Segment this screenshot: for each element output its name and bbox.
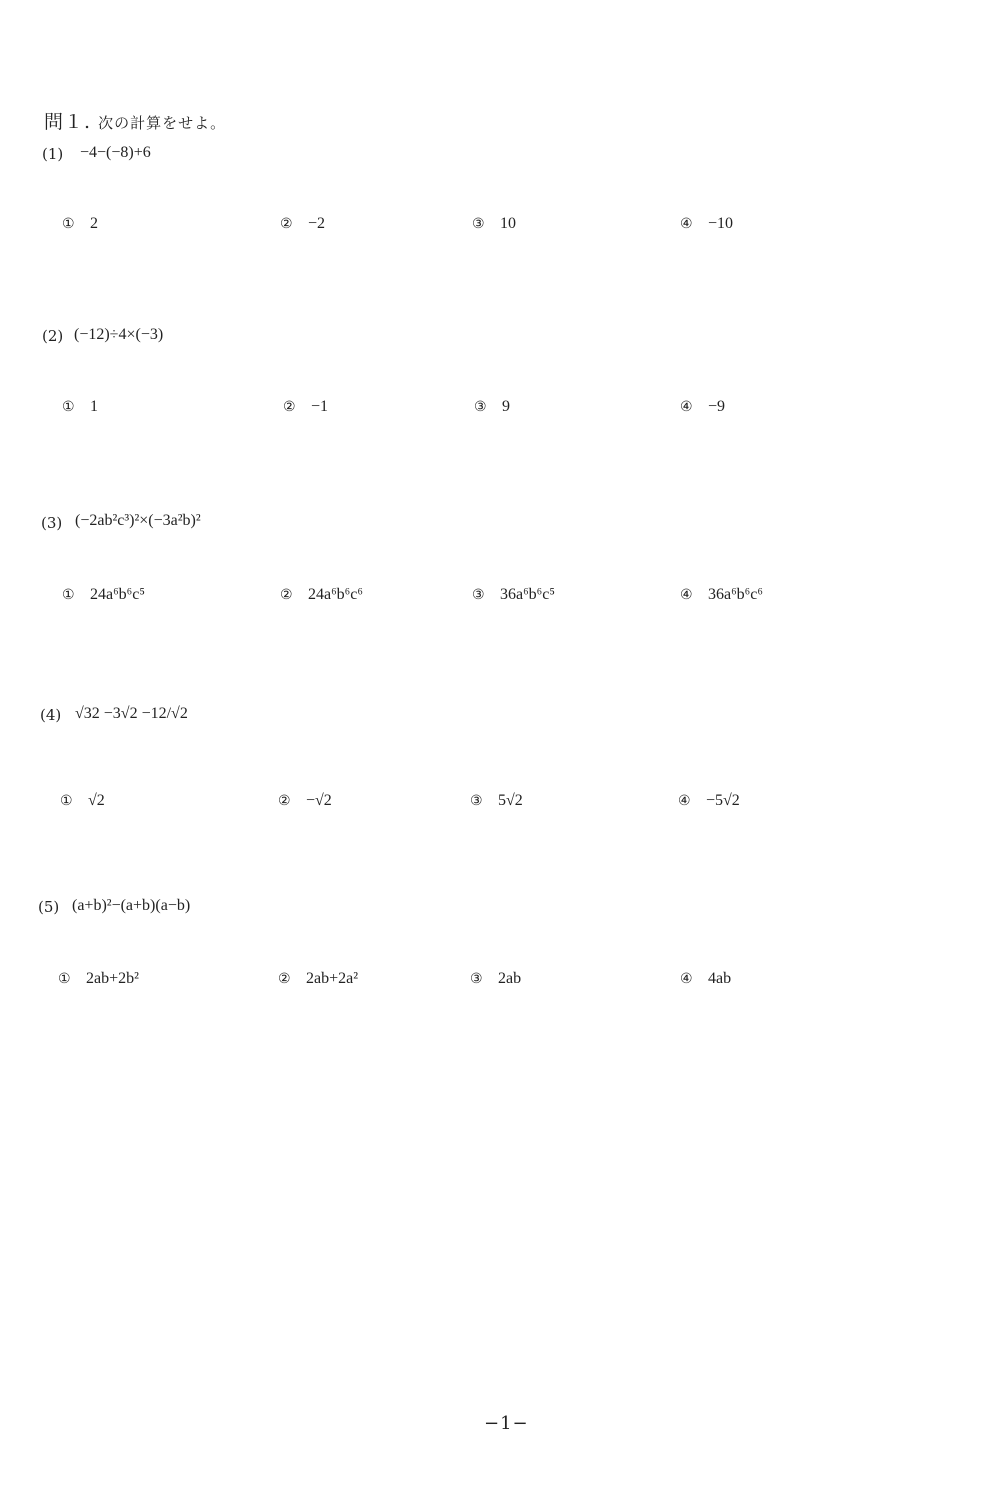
question-number: (3) <box>41 514 63 532</box>
question-expression: √32 −3√2 −12/√2 <box>75 705 188 722</box>
choice-mark: ① <box>62 400 75 415</box>
choice-4[interactable] <box>680 398 725 416</box>
problem-heading <box>44 107 226 134</box>
choice-1[interactable] <box>62 398 98 416</box>
choice-3[interactable] <box>470 792 523 810</box>
choice-value: 10 <box>500 215 516 232</box>
choice-value: −1 <box>311 398 329 415</box>
choice-mark: ② <box>280 217 293 232</box>
choice-4[interactable] <box>678 792 740 810</box>
choice-mark: ② <box>278 972 291 987</box>
choice-value: −9 <box>708 398 726 415</box>
choice-1[interactable] <box>58 970 139 988</box>
choice-3[interactable] <box>472 215 516 233</box>
choice-value: 2ab+2b² <box>86 970 139 987</box>
choice-value: 2 <box>90 215 98 232</box>
question-number: (5) <box>38 898 60 916</box>
choice-value: −2 <box>308 215 326 232</box>
choice-3[interactable] <box>472 586 555 604</box>
question-number: (1) <box>42 145 64 163</box>
choice-2[interactable] <box>278 970 358 988</box>
question-expression: (a+b)²−(a+b)(a−b) <box>72 897 191 914</box>
page-number: −1− <box>484 1413 529 1434</box>
choice-value: √2 <box>88 792 105 809</box>
choice-2[interactable] <box>280 586 363 604</box>
choice-value: 24a⁶b⁶c⁶ <box>308 586 363 603</box>
choice-mark: ① <box>60 794 73 809</box>
problem-label: 問１. <box>44 111 92 133</box>
problem-instruction: 次の計算をせよ。 <box>98 114 227 132</box>
choice-3[interactable] <box>470 970 521 988</box>
choice-mark: ③ <box>472 217 485 232</box>
choice-4[interactable] <box>680 215 733 233</box>
choice-value: 9 <box>502 398 510 415</box>
choice-value: 2ab+2a² <box>306 970 359 987</box>
choice-mark: ② <box>280 588 293 603</box>
question-number: (4) <box>40 706 62 724</box>
choice-4[interactable] <box>680 586 763 604</box>
choice-mark: ④ <box>680 400 693 415</box>
choice-1[interactable] <box>60 792 105 810</box>
choice-value: −√2 <box>306 792 332 809</box>
choice-1[interactable] <box>62 586 145 604</box>
question-number: (2) <box>42 327 64 345</box>
choice-mark: ③ <box>470 972 483 987</box>
question-expression: (−2ab²c³)²×(−3a²b)² <box>75 512 201 529</box>
choice-value: 2ab <box>498 970 522 987</box>
choice-2[interactable] <box>280 215 325 233</box>
choice-2[interactable] <box>278 792 332 810</box>
choice-value: 5√2 <box>498 792 523 809</box>
choice-mark: ① <box>58 972 71 987</box>
choice-mark: ① <box>62 588 75 603</box>
choice-3[interactable] <box>474 398 510 416</box>
choice-4[interactable] <box>680 970 731 988</box>
choice-value: 1 <box>90 398 98 415</box>
choice-mark: ④ <box>680 588 693 603</box>
choice-value: 36a⁶b⁶c⁶ <box>708 586 763 603</box>
choice-mark: ② <box>283 400 296 415</box>
choice-value: 36a⁶b⁶c⁵ <box>500 586 555 603</box>
choice-2[interactable] <box>283 398 328 416</box>
choice-value: −10 <box>708 215 734 232</box>
choice-mark: ④ <box>678 794 691 809</box>
choice-mark: ③ <box>474 400 487 415</box>
choice-value: 24a⁶b⁶c⁵ <box>90 586 145 603</box>
choice-mark: ④ <box>680 972 693 987</box>
choice-value: 4ab <box>708 970 732 987</box>
choice-mark: ② <box>278 794 291 809</box>
choice-mark: ① <box>62 217 75 232</box>
choice-mark: ③ <box>472 588 485 603</box>
question-expression: (−12)÷4×(−3) <box>74 326 164 343</box>
question-expression: −4−(−8)+6 <box>80 144 151 161</box>
choice-mark: ④ <box>680 217 693 232</box>
choice-1[interactable] <box>62 215 98 233</box>
choice-mark: ③ <box>470 794 483 809</box>
choice-value: −5√2 <box>706 792 740 809</box>
